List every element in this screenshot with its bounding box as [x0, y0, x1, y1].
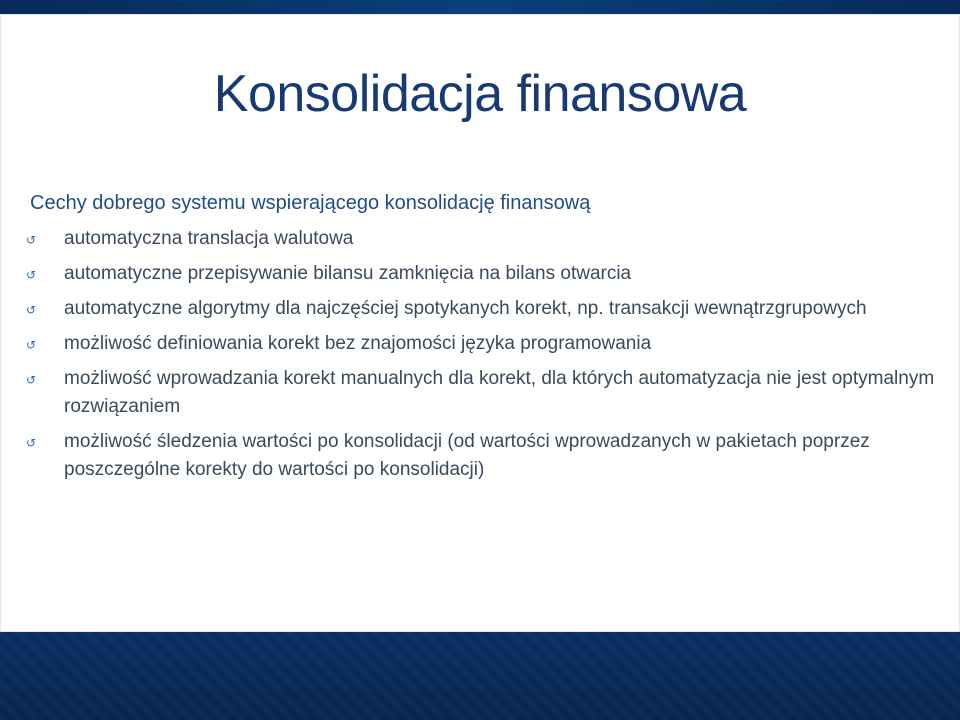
bullet-text: możliwość śledzenia wartości po konsolidacji (od wartości wprowadzanych w pakietach poprzez poszczególne korekty do wartości po konsolidacji) — [64, 431, 870, 480]
bullet-text: możliwość definiowania korekt bez znajomości języka programowania — [64, 333, 652, 354]
slide-title: Konsolidacja finansowa — [213, 65, 747, 123]
bullet-text: automatyczne przepisywanie bilansu zamknięcia na bilans otwarcia — [64, 263, 632, 284]
list-item — [24, 428, 936, 484]
swirl-bullet-icon: ↺ — [26, 233, 37, 247]
bullet-text: automatyczne algorytmy dla najczęściej spotykanych korekt, np. transakcji wewnątrzgrupowych — [64, 298, 867, 319]
bullet-text: automatyczna translacja walutowa — [64, 228, 354, 249]
slide-subtitle: Cechy dobrego systemu wspierającego konsolidację finansową — [30, 192, 591, 214]
bottom-band — [0, 632, 960, 720]
bullet-list — [24, 225, 936, 491]
bullet-text: możliwość wprowadzania korekt manualnych dla korekt, dla których automatyzacja nie jest optymalnym rozwiązaniem — [64, 368, 935, 417]
list-item — [24, 260, 936, 288]
list-item — [24, 330, 936, 358]
list-item — [24, 295, 936, 323]
list-item — [24, 225, 936, 253]
content-panel — [0, 14, 960, 632]
swirl-bullet-icon: ↺ — [26, 436, 37, 450]
swirl-bullet-icon: ↺ — [26, 338, 37, 352]
top-band — [0, 0, 960, 14]
list-item — [24, 365, 936, 421]
swirl-bullet-icon: ↺ — [26, 268, 37, 282]
swirl-bullet-icon: ↺ — [26, 373, 37, 387]
swirl-bullet-icon: ↺ — [26, 303, 37, 317]
